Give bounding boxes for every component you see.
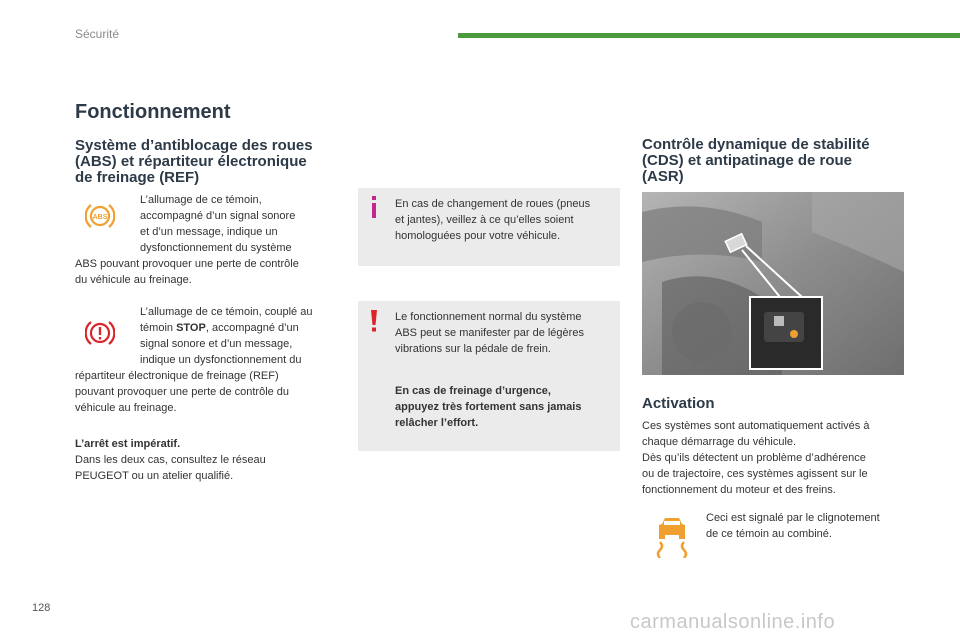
text-line: véhicule au freinage. — [75, 402, 177, 414]
abs-title-line: Système d’antiblocage des roues — [75, 137, 313, 154]
page-title: Fonctionnement — [75, 101, 231, 123]
indicator-paragraph — [706, 510, 880, 542]
text-line: accompagné d’un signal sonore — [140, 210, 296, 222]
text-line: homologuées pour votre véhicule. — [395, 230, 561, 242]
text-line: pouvant provoquer une perte de contrôle du — [75, 386, 290, 398]
ref-paragraph-full — [75, 368, 289, 416]
text-line: ABS peut se manifester par de légères — [395, 327, 584, 339]
text-line: appuyez très fortement sans jamais — [395, 401, 582, 413]
activation-paragraph — [642, 418, 869, 498]
abs-icon-label: ABS — [92, 214, 108, 221]
ref-paragraph-indent — [140, 304, 312, 368]
text-line: relâcher l’effort. — [395, 417, 479, 429]
cds-title-line: Contrôle dynamique de stabilité — [642, 136, 870, 153]
warning-note-text — [395, 309, 584, 357]
header-accent-bar — [458, 33, 960, 38]
text-line: et jantes), veillez à ce qu’elles soient — [395, 214, 574, 226]
info-icon — [369, 196, 379, 218]
page-number: 128 — [32, 602, 51, 614]
text-line: Dans les deux cas, consultez le réseau — [75, 454, 266, 466]
abs-title-line: (ABS) et répartiteur électronique — [75, 153, 307, 170]
abs-paragraph-indent — [140, 192, 295, 256]
abs-warning-icon — [85, 201, 115, 231]
text-line: ou de trajectoire, ces systèmes agissent sur le — [642, 468, 868, 480]
dashboard-illustration — [642, 192, 904, 375]
text-line: En cas de freinage d’urgence, — [395, 385, 551, 397]
text-line: chaque démarrage du véhicule. — [642, 436, 797, 448]
text-line: ABS pouvant provoquer une perte de contrôle — [75, 258, 299, 270]
text-line: L’allumage de ce témoin, — [140, 194, 262, 206]
text-line: Dès qu’ils détectent un problème d’adhérence — [642, 452, 866, 464]
watermark: carmanualsonline.info — [630, 611, 836, 633]
text-line: de ce témoin au combiné. — [706, 528, 832, 540]
text-line: En cas de changement de roues (pneus — [395, 198, 591, 210]
info-note-text — [395, 196, 590, 244]
cds-section-title — [642, 137, 870, 185]
stop-instruction-heading: L’arrêt est impératif. — [75, 438, 181, 450]
cds-title-line: (ASR) — [642, 168, 684, 185]
text-line: du véhicule au freinage. — [75, 274, 192, 286]
section-label: Sécurité — [75, 27, 120, 41]
text-line: fonctionnement du moteur et des freins. — [642, 484, 836, 496]
text-line: Ceci est signalé par le clignotement — [706, 512, 880, 524]
text-line: Le fonctionnement normal du système — [395, 311, 582, 323]
text-line: et d’un message, indique un — [140, 226, 278, 238]
text-fragment: témoin — [140, 322, 177, 334]
abs-section-title — [75, 138, 313, 186]
stability-control-icon — [656, 518, 688, 558]
text-line: indique un dysfonctionnement du — [140, 354, 302, 366]
text-line: PEUGEOT ou un atelier qualifié. — [75, 470, 234, 482]
text-line: dysfonctionnement du système — [140, 242, 292, 254]
stop-instruction — [75, 436, 266, 484]
text-line: signal sonore et d’un message, — [140, 338, 293, 350]
text-line: répartiteur électronique de freinage (REF) — [75, 370, 279, 382]
brake-alert-icon — [85, 318, 115, 348]
stop-label: STOP — [176, 322, 206, 334]
text-line: vibrations sur la pédale de frein. — [395, 343, 551, 355]
exclamation-icon — [370, 310, 378, 332]
cds-title-line: (CDS) et antipatinage de roue — [642, 152, 853, 169]
text-line-stop — [140, 320, 312, 336]
warning-note-box — [358, 301, 620, 451]
text-fragment: , accompagné d’un — [205, 322, 299, 334]
dashboard-photo — [642, 192, 904, 375]
text-line: Ces systèmes sont automatiquement activés à — [642, 420, 870, 432]
text-line: L’allumage de ce témoin, couplé au — [140, 306, 313, 318]
abs-paragraph-full — [75, 256, 299, 288]
abs-title-line: de freinage (REF) — [75, 169, 200, 186]
activation-title: Activation — [642, 395, 715, 412]
warning-emergency-text — [395, 383, 581, 431]
info-note-box — [358, 188, 620, 266]
